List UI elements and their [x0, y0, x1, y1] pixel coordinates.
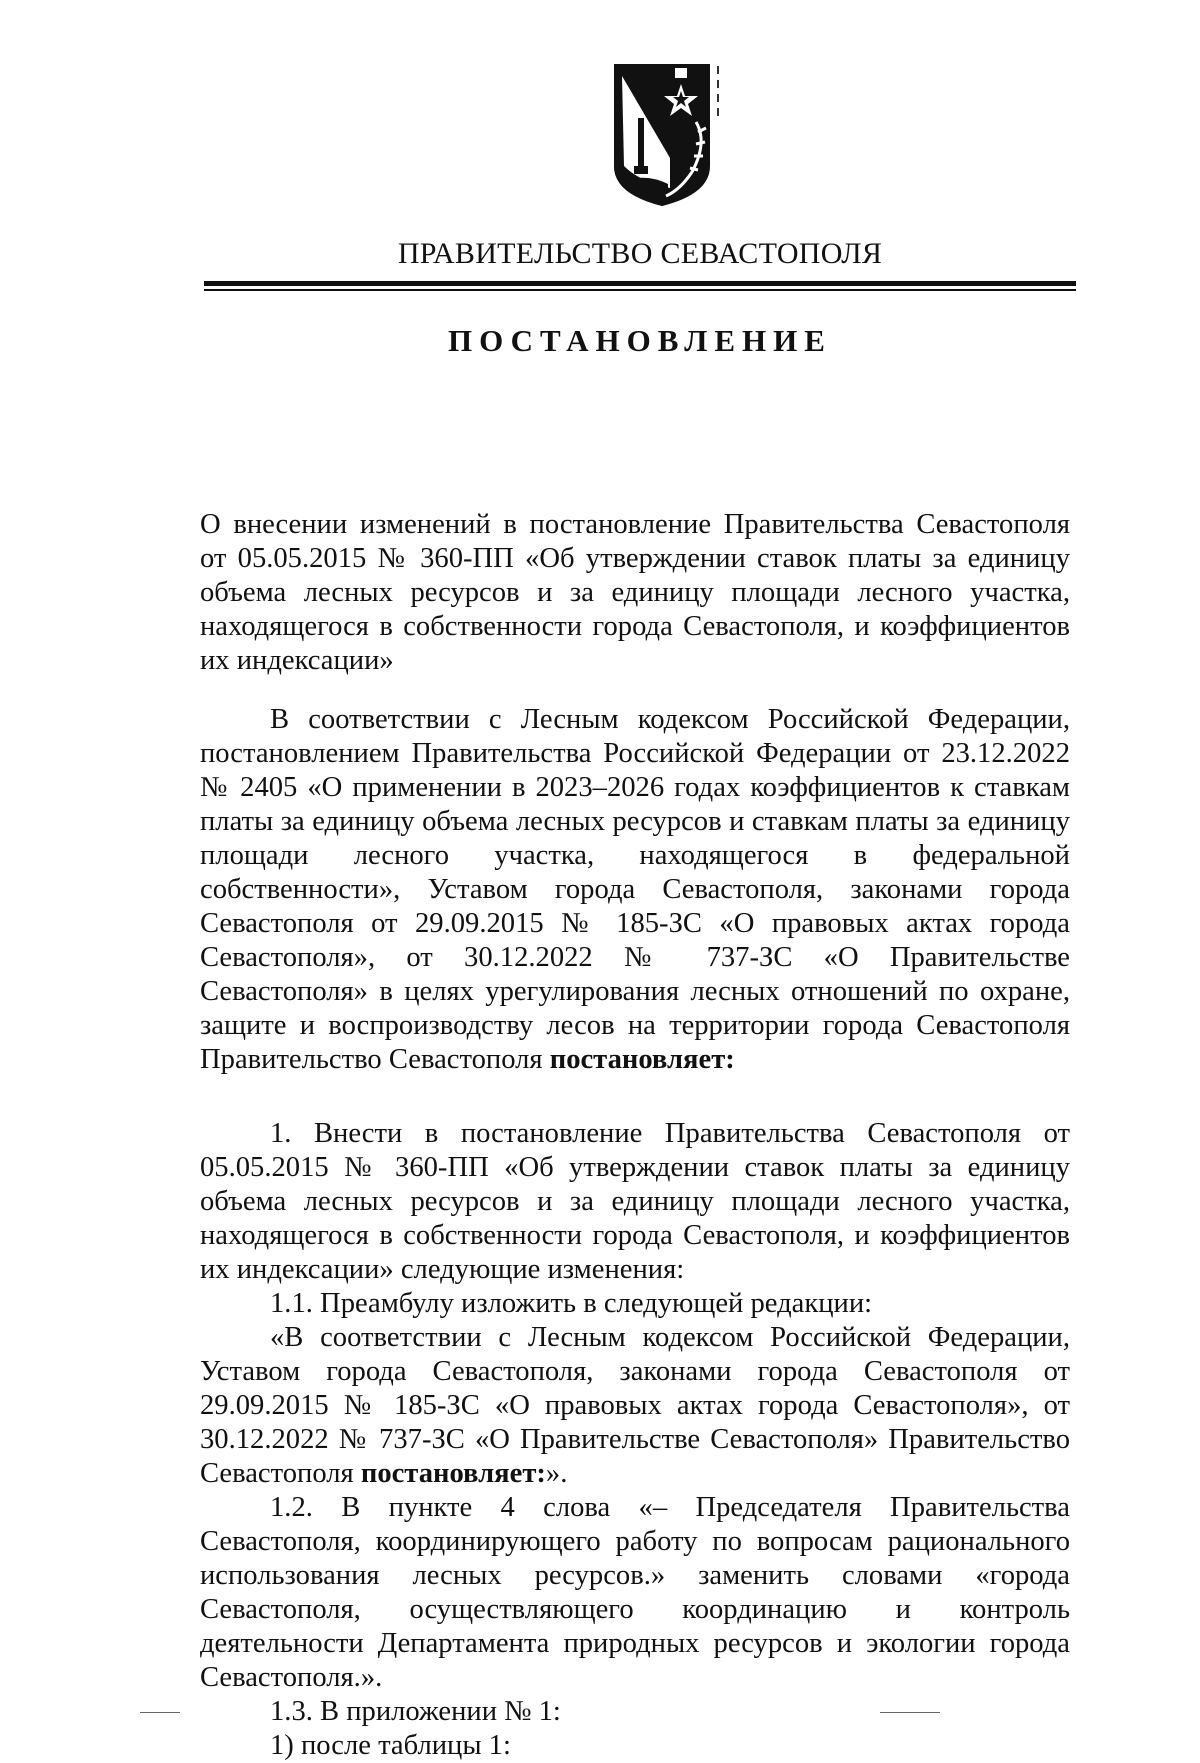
item-1-1: 1.1. Преамбулу изложить в следующей редакции:: [270, 1288, 873, 1319]
preamble-text: В соответствии с Лесным кодексом Российской Федерации, постановлением Правительства Российской Федерации от 23.12.2022 № 2405 «О применении в 2023–2026 годах коэффициентов к ставкам платы за единицу объема лесных ресурсов и ставкам платы за единицу площади лесного участка, находящегося в федеральной собственности», Уставом города Севастополя, законами города Севастополя от 29.09.2015 № 185-ЗС «О правовых актах города Севастополя», от 30.12.2022 № 737-ЗС «О Правительстве Севастополя» в целях урегулирования лесных отношений по охране, защите и воспроизводству лесов на территории города Севастополя Правительство Севастополя: [200, 704, 1070, 1075]
item-1-3-1: 1) после таблицы 1:: [270, 1730, 511, 1761]
header-divider-thick: [204, 281, 1076, 286]
preamble-paragraph: [200, 703, 1070, 1077]
quote-text: «В соответствии с Лесным кодексом Российской Федерации, Уставом города Севастополя, законами города Севастополя от 29.09.2015 № 185-ЗС «О правовых актах города Севастополя», от 30.12.2022 № 737-ЗС «О Правительстве Севастополя» Правительство Севастополя: [200, 1322, 1070, 1489]
document-type: ПОСТАНОВЛЕНИЕ: [448, 323, 832, 358]
document-body: [200, 703, 1070, 1763]
document-title: [200, 508, 1070, 678]
sevastopol-coat-of-arms-icon: [610, 62, 740, 212]
document-title-text: О внесении изменений в постановление Правительства Севастополя от 05.05.2015 № 360-ПП «Об утверждении ставок платы за единицу объема лесных ресурсов и за единицу площади лесного участка, находящегося в собственности города Севастополя, и коэффициентов их индексации»: [200, 509, 1070, 676]
item-1-3: 1.3. В приложении № 1:: [270, 1696, 561, 1727]
quote-end: ».: [545, 1458, 568, 1489]
item-1-1-quote: [200, 1321, 1070, 1491]
item-1: 1. Внести в постановление Правительства Севастополя от 05.05.2015 № 360-ПП «Об утверждении ставок платы за единицу объема лесных ресурсов и за единицу площади лесного участка, находящегося в собственности города Севастополя, и коэффициентов их индексации» следующие изменения:: [200, 1118, 1070, 1285]
government-name: ПРАВИТЕЛЬСТВО СЕВАСТОПОЛЯ: [397, 237, 883, 270]
item-1-2: 1.2. В пункте 4 слова «– Председателя Правительства Севастополя, координирующего работу по вопросам рационального использования лесных ресурсов.» заменить словами «города Севастополя, осуществляющего координацию и контроль деятельности Департамента природных ресурсов и экологии города Севастополя.».: [200, 1492, 1070, 1693]
preamble-decree-word: постановляет:: [549, 1044, 735, 1075]
quote-decree-word: постановляет:: [360, 1458, 546, 1489]
scan-edge-mark: [140, 1712, 180, 1713]
paragraph-gap: [200, 1077, 1070, 1117]
header-divider-thin: [204, 289, 1076, 291]
scan-edge-mark: [880, 1712, 940, 1713]
